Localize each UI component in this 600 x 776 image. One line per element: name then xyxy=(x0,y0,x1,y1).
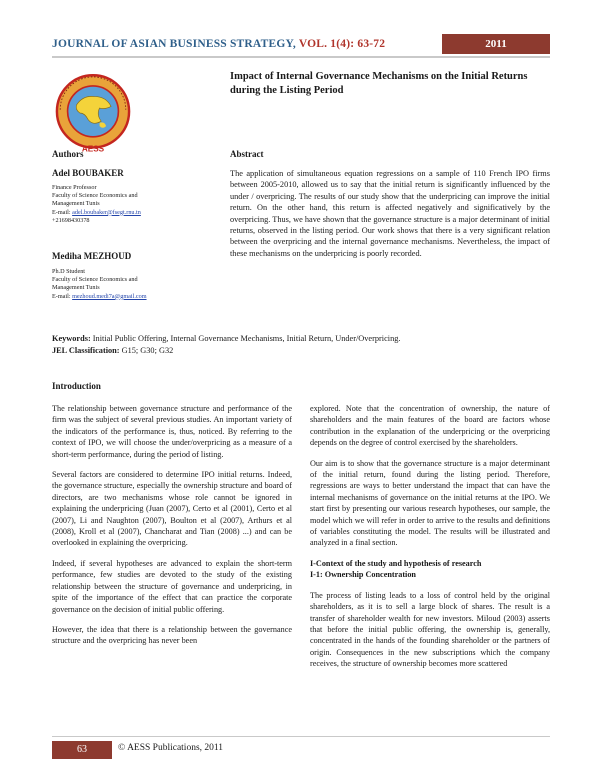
abstract-label: Abstract xyxy=(230,149,264,159)
logo-text: AESS xyxy=(81,144,105,154)
page-footer xyxy=(52,736,550,759)
section-heading: I-Context of the study and hypothesis of research xyxy=(310,558,482,568)
abstract-text: The application of simultaneous equation regressions on a sample of 110 French IPO firms between 2005-2010, allowed us to say that the initial return is significantly influenced by the under / overpricing. The results of our study show that the underpricing can improve the initial return. On the other hand, this return is affected negatively and significatively by the overpricing. Thus, we have shown that the governance structure is a major determinant of initial returns, observed in the listing period. Our work shows that there is a very significant relation between the overpricing and the internal governance mechanisms. Nevertheless, the impact of these mechanisms on the underpricing is poorly recorded. xyxy=(230,169,550,258)
author-info-1: Finance Professor Faculty of Science Economics and Management Tunis E-mail: adel.boubaker@fsegt.rnu.tn +21698430378 xyxy=(52,184,141,224)
author-name-2: Mediha MEZHOUD xyxy=(52,251,132,261)
paragraph: Indeed, if several hypotheses are advanced to explain the short-term performance, few studies are devoted to the study of the existing relationship between the structure of governance and underpricing, in spite of the importance of the effect that can practice the corporate governance on the decision of initial public offering. xyxy=(52,558,292,614)
author-email-link-2[interactable]: mezhoud.medi7a@gmail.com xyxy=(72,292,147,300)
keywords-block: Keywords: Initial Public Offering, Internal Governance Mechanisms, Initial Return, Under/Overpricing. JEL Classification: G15; G30; G32 xyxy=(52,334,401,355)
paragraph: Several factors are considered to determine IPO initial returns. Indeed, the governance structure, especially the ownership structure and board of directors, are two mechanisms whose role cannot be ignored in explaining the underpricing (Juan (2007), Certo et al (2001), Certo et al (2007), Li and Naughton (2007), Boulton et al (2007), Arthurs et al (2008), Kroll et al (2007), Chancharat and Tian (2008) ...) and can be overlooked in explaining the overpricing. xyxy=(52,470,292,548)
year-badge: 2011 xyxy=(442,34,550,54)
paragraph: The process of listing leads to a loss of control held by the original shareholders, as it is to sell a large block of shares. The result is a transfer of shareholder wealth for new investors. Miloud (2003) asserts that before the initial public offering, the ownership is, generally, concentrated in the hands of the founding shareholder or the partners of origin. Consequences in the new subscriptions which the company receives, the structure of ownership becomes more scattered xyxy=(310,590,550,669)
aess-logo-icon xyxy=(52,72,134,154)
author-info-2: Ph.D Student Faculty of Science Economics and Management Tunis E-mail: mezhoud.medi7a@gmail.com xyxy=(52,268,147,300)
body-column-right xyxy=(310,403,550,679)
paragraph: The relationship between governance structure and performance of the firm was the subject of several previous studies. An important variety of the indicators of the performance is, thus, noticed. By referring to the context of IPO, we will choose the under/overpricing as a measure of a short-term performance, during the period of listing. xyxy=(52,404,292,459)
author-email-link-1[interactable]: adel.boubaker@fsegt.rnu.tn xyxy=(72,208,141,216)
page-number: 63 xyxy=(52,741,112,759)
paragraph: However, the idea that there is a relationship between the governance structure and the overpricing has never been xyxy=(52,624,292,646)
subsection-heading: I-1: Ownership Concentration xyxy=(310,570,416,580)
journal-header xyxy=(52,36,550,58)
author-name-1: Adel BOUBAKER xyxy=(52,168,124,178)
journal-title: JOURNAL OF ASIAN BUSINESS STRATEGY, VOL. 1(4): 63-72 xyxy=(52,38,386,50)
body-column-left xyxy=(52,403,292,656)
paragraph: explored. Note that the concentration of ownership, the nature of shareholders and the main features of the board are factors whose contribution in the explanation of the underpricing or the overpricing depends on the degree of control exercised by the shareholders. xyxy=(310,404,550,448)
copyright: © AESS Publications, 2011 xyxy=(118,743,224,753)
paper-title: Impact of Internal Governance Mechanisms on the Initial Returns during the Listing Period xyxy=(230,71,528,96)
authors-label: Authors xyxy=(52,149,84,159)
paragraph: Our aim is to show that the governance structure is a major determinant of the initial return, found during the listing period. Therefore, regressions are ways to better understand the impact that can have the internal mechanisms of governance on the initial returns at the IPO. We start first by presenting our various research hypotheses, our sample, the model which we will refer in order to arrive to the results and definitions of variables constituting the model. The results will be illustrated and analyzed in a final section. xyxy=(310,458,550,548)
intro-heading: Introduction xyxy=(52,381,101,391)
